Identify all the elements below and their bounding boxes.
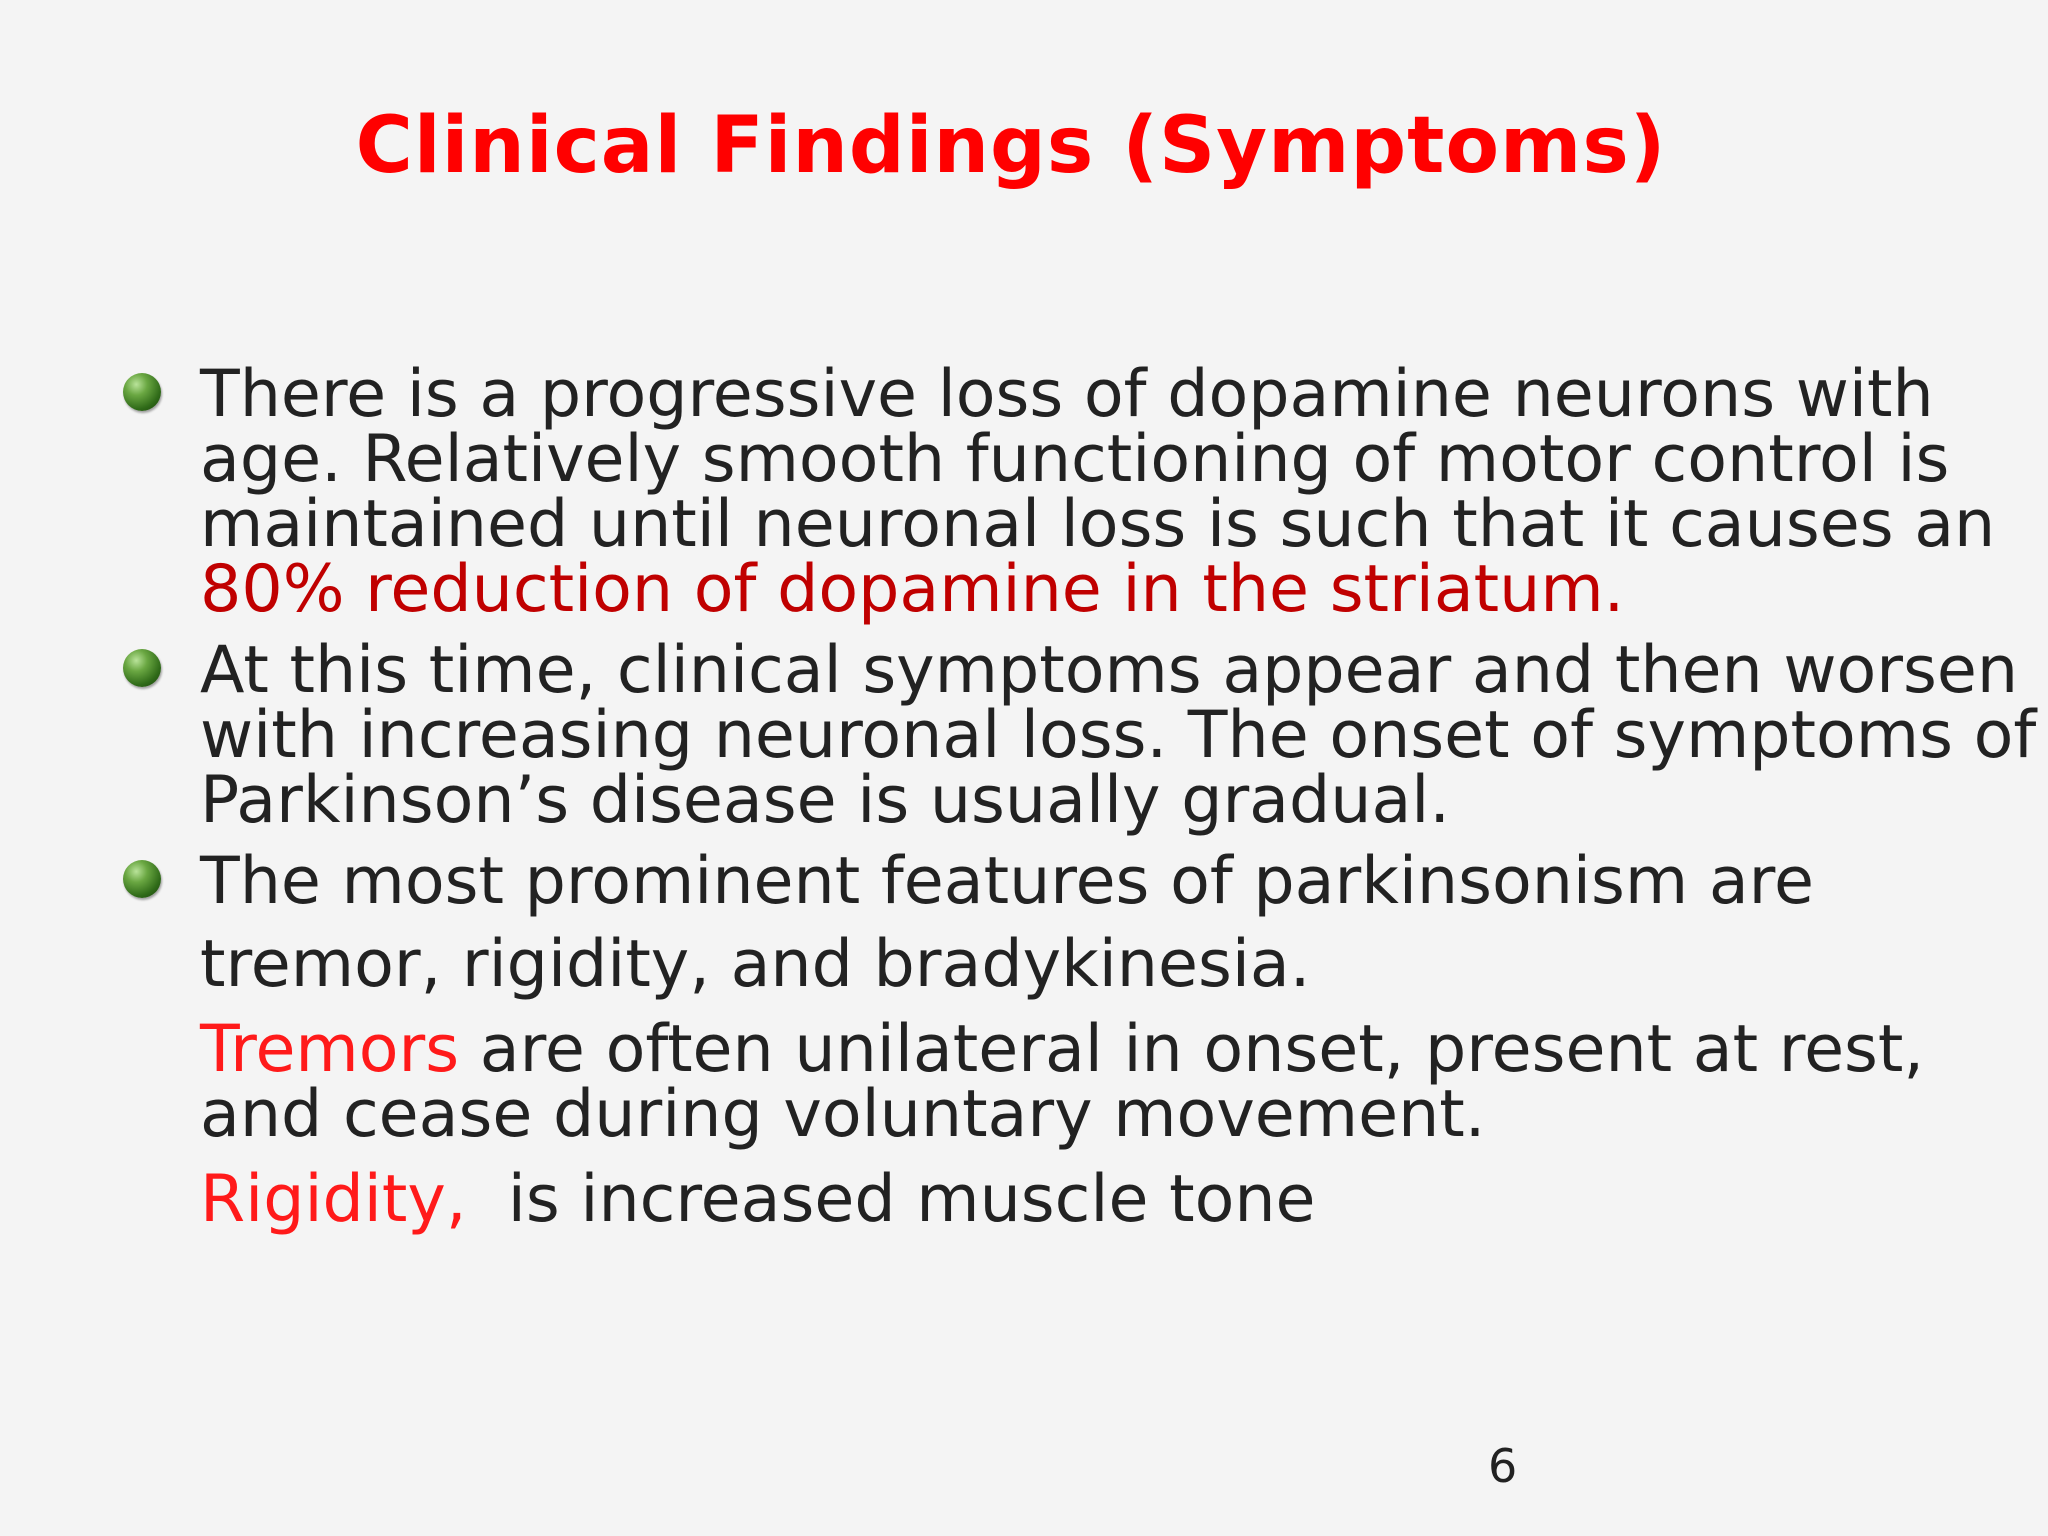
rigidity-term: Rigidity, xyxy=(200,1162,467,1237)
green-sphere-icon xyxy=(123,649,161,687)
slide-title: Clinical Findings (Symptoms) xyxy=(355,101,1667,191)
bullet-text-continued: tremor, rigidity, and bradykinesia. xyxy=(200,927,1311,1002)
page-number: 6 xyxy=(1488,1439,1518,1493)
tremors-description: are often unilateral in onset, present at rest, and cease during voluntary movement. xyxy=(200,1012,1925,1152)
green-sphere-icon xyxy=(123,373,161,411)
bullet-text: The most prominent features of parkinsonism are xyxy=(200,844,1814,919)
bullet-text: There is a progressive loss of dopamine neurons with age. Relatively smooth functioning of motor control is maintained until neuronal loss is such that it causes an xyxy=(200,357,1996,562)
rigidity-paragraph xyxy=(200,1162,2038,1237)
bullet-text: At this time, clinical symptoms appear and then worsen with increasing neuronal loss. The onset of symptoms of Parkinson’s disease is usually gradual. xyxy=(200,633,2037,838)
green-sphere-icon xyxy=(123,860,161,898)
tremors-term: Tremors xyxy=(200,1012,460,1087)
bullet-item-dopamine-loss xyxy=(118,357,2038,627)
bullet-list xyxy=(118,357,2038,1237)
rigidity-description: is increased muscle tone xyxy=(466,1162,1316,1237)
bullet-item-prominent-features xyxy=(118,844,2038,1237)
tremors-paragraph xyxy=(200,1012,2038,1152)
highlight-text: 80% reduction of dopamine in the striatum. xyxy=(200,552,1625,627)
bullet-item-clinical-symptoms xyxy=(118,633,2038,838)
